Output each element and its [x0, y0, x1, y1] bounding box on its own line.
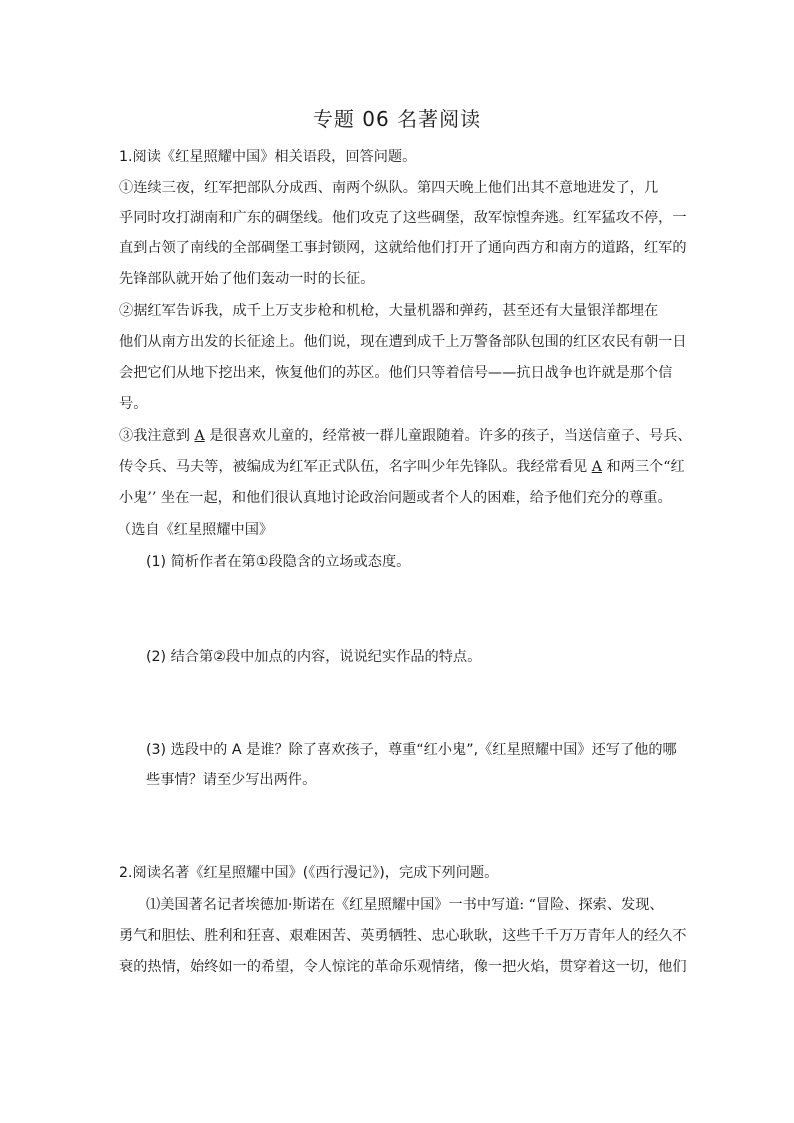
q1-p3-text: 和两三个“红: [601, 459, 685, 475]
q1-p2-line: 会把它们从地下挖出来，恢复他们的苏区。他们只等着信号——抗日战争也许就是那个信: [119, 365, 673, 381]
page-title: 专题 06 名著阅读: [312, 107, 482, 131]
subquestion-3: (3) 选段中的 A 是谁？除了喜欢孩子，尊重“红小鬼”,《红星照耀中国》还写了他的哪: [146, 742, 677, 758]
q2-text-line: 勇气和胆怯、胜利和狂喜、艰难困苦、英勇牺牲、忠心耿耿，这些千千万万青年人的经久不: [119, 928, 687, 944]
q1-p1-line: 先锋部队就开始了他们轰动一时的长征。: [119, 271, 375, 287]
subquestion-1: (1) 简析作者在第①段隐含的立场或态度。: [146, 554, 411, 570]
q2-text-line: ⑴美国著名记者埃德加·斯诺在《红星照耀中国》一书中写道: “冒险、探索、发现、: [146, 897, 664, 913]
person-a-marker: A: [591, 459, 602, 475]
q1-p3-text: 传令兵、马夫等，被编成为红军正式队伍，名字叫少年先锋队。我经常看见: [119, 459, 592, 475]
person-a-marker: A: [194, 428, 205, 444]
q1-p3-line: [119, 425, 692, 445]
q2-text-line: 衰的热情，始终如一的希望，令人惊诧的革命乐观情绪，像一把火焰，贯穿着这一切，他们: [119, 959, 687, 975]
q1-p3-text: ③我注意到: [119, 428, 195, 444]
q1-p2-line: 他们从南方出发的长征途上。他们说，现在遭到成千上万警备部队包围的红区农民有朝一日: [119, 334, 687, 350]
q1-p3-line: [119, 456, 685, 476]
q1-intro: 1.阅读《红星照耀中国》相关语段，回答问题。: [119, 149, 417, 165]
q1-p3-text: 是很喜欢儿童的，经常被一群儿童跟随着。许多的孩子，当送信童子、号兵、: [204, 428, 692, 444]
q1-p1-line: 直到占领了南线的全部碉堡工事封锁网，这就给他们打开了通向西方和南方的道路，红军的: [119, 240, 687, 256]
q2-intro: 2.阅读名著《红星照耀中国》(《西行漫记》)，完成下列问题。: [119, 865, 499, 881]
q1-p1-line: 乎同时攻打湖南和广东的碉堡线。他们攻克了这些碉堡，敌军惊惶奔逃。红军猛攻不停，一: [119, 210, 687, 226]
source-note: （选自《红星照耀中国》: [117, 522, 274, 538]
q1-p2-line: ②据红军告诉我，成千上万支步枪和机枪，大量机器和弹药，甚至还有大量银洋都埋在: [119, 303, 659, 319]
subquestion-3-cont: 些事情？请至少写出两件。: [146, 772, 317, 788]
q1-p3-line: 小鬼’’ 坐在一起，和他们很认真地讨论政治问题或者个人的困难，给予他们充分的尊重。: [119, 490, 672, 506]
q1-p2-line: 号。: [119, 396, 148, 412]
subquestion-2: (2) 结合第②段中加点的内容，说说纪实作品的特点。: [146, 649, 482, 665]
q1-p1-line: ①连续三夜，红军把部队分成西、南两个纵队。第四天晚上他们出其不意地进发了，几: [119, 180, 659, 196]
